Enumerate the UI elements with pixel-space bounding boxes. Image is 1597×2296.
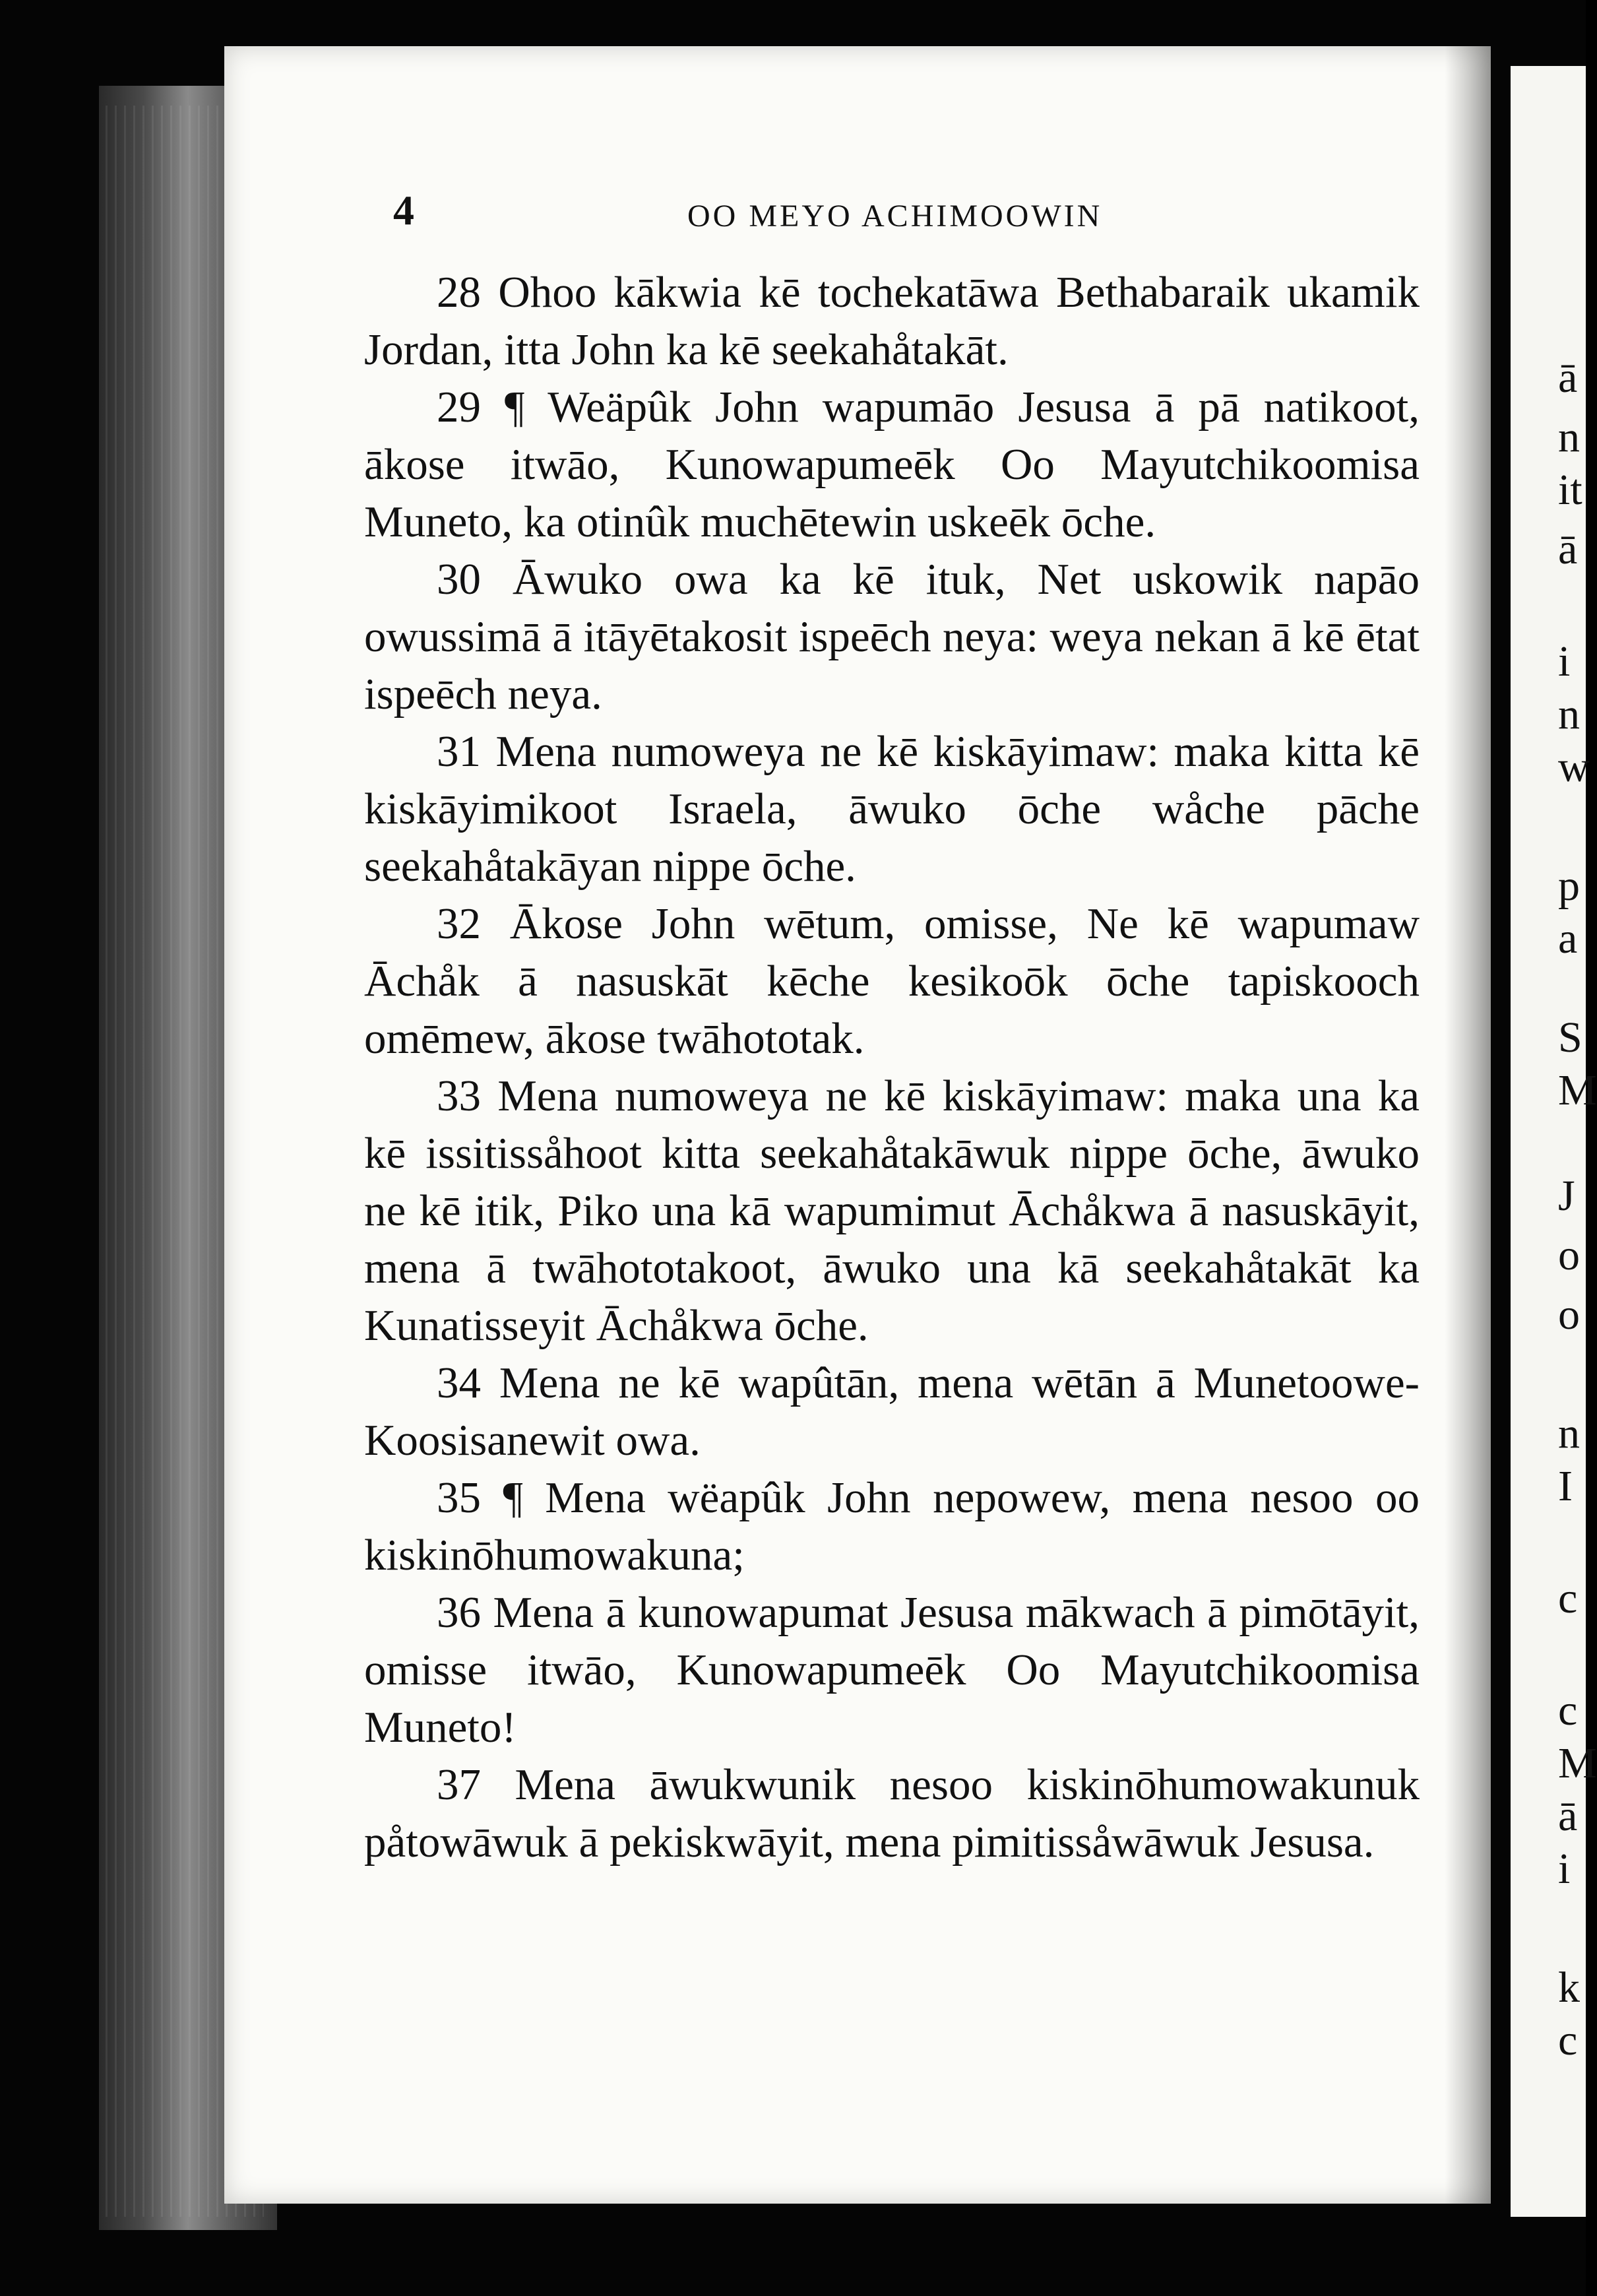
- facing-page-fragment: c: [1558, 2016, 1578, 2064]
- facing-page-fragment: ā: [1558, 1792, 1578, 1840]
- facing-page-fragment: M: [1558, 1066, 1597, 1114]
- verse-text-block: [364, 264, 1420, 1871]
- facing-page-fragment: n: [1558, 690, 1580, 738]
- verse-28: 28 Ohoo kākwia kē tochekatāwa Bethabaraik ukamik Jordan, itta John ka kē seekahåtakāt.: [364, 268, 1420, 374]
- verse-34: 34 Mena ne kē wapûtān, mena wētān ā Munetoowe-Koosisanewit owa.: [364, 1358, 1420, 1465]
- verse-30: 30 Āwuko owa ka kē ituk, Net uskowik napāo owussimā ā itāyētakosit ispeēch neya: weya nekan ā kē ētat ispeēch neya.: [364, 555, 1420, 718]
- facing-page-fragment: p: [1558, 862, 1580, 910]
- facing-page-fragment: i: [1558, 1845, 1571, 1893]
- facing-page-fragment: I: [1558, 1462, 1573, 1510]
- facing-page-fragment: it: [1558, 466, 1582, 514]
- facing-page-fragment: o: [1558, 1231, 1580, 1279]
- facing-page-fragment: n: [1558, 1409, 1580, 1457]
- verse-35: 35 ¶ Mena wëapûk John nepowew, mena nesoo oo kiskinōhumowakuna;: [364, 1473, 1420, 1579]
- facing-page-fragment: c: [1558, 1574, 1578, 1622]
- facing-page-fragment: o: [1558, 1291, 1580, 1339]
- verse-32: 32 Ākose John wētum, omisse, Ne kē wapumaw Āchåk ā nasuskāt kēche kesikoōk ōche tapiskooch omēmew, ākose twāhototak.: [364, 899, 1420, 1063]
- facing-page-fragment: k: [1558, 1963, 1580, 2012]
- verse-33: 33 Mena numoweya ne kē kiskāyimaw: maka una ka kē issitissåhoot kitta seekahåtakāwuk nippe ōche, āwuko ne kē itik, Piko una kā wapumimut Āchåkwa ā nasuskāyit, mena ā twāhototakoot, āwuko una kā seekahåtakāt ka Kunatisseyit Āchåkwa ōche.: [364, 1071, 1420, 1350]
- facing-page-fragment: i: [1558, 637, 1571, 686]
- verse-31: 31 Mena numoweya ne kē kiskāyimaw: maka kitta kē kiskāyimikoot Israela, āwuko ōche wåche pāche seekahåtakāyan nippe ōche.: [364, 727, 1420, 891]
- facing-page-fragment: ā: [1558, 525, 1578, 573]
- facing-page-fragment: w: [1558, 743, 1590, 791]
- page-number: 4: [393, 187, 414, 234]
- facing-page-fragment: ā: [1558, 354, 1578, 402]
- running-head: [393, 186, 1449, 239]
- page-gutter-shadow: [1445, 46, 1491, 2204]
- facing-page-fragment: n: [1558, 413, 1580, 461]
- facing-page-fragment: J: [1558, 1172, 1575, 1220]
- verse-36: 36 Mena ā kunowapumat Jesusa mākwach ā pimōtāyit, omisse itwāo, Kunowapumeēk Oo Mayutchikoomisa Muneto!: [364, 1588, 1420, 1752]
- verse-29: 29 ¶ Weäpûk John wapumāo Jesusa ā pā natikoot, ākose itwāo, Kunowapumeēk Oo Mayutchikoomisa Muneto, ka otinûk muchētewin uskeēk ōche.: [364, 383, 1420, 546]
- facing-page-fragment: M: [1558, 1739, 1597, 1787]
- facing-page-fragment: c: [1558, 1686, 1578, 1735]
- facing-page-fragment: a: [1558, 914, 1578, 963]
- facing-page-fragment: S: [1558, 1013, 1582, 1062]
- verse-37: 37 Mena āwukwunik nesoo kiskinōhumowakunuk påtowāwuk ā pekiskwāyit, mena pimitissåwāwuk Jesusa.: [364, 1760, 1420, 1866]
- running-title: OO MEYO ACHIMOOWIN: [687, 199, 1103, 234]
